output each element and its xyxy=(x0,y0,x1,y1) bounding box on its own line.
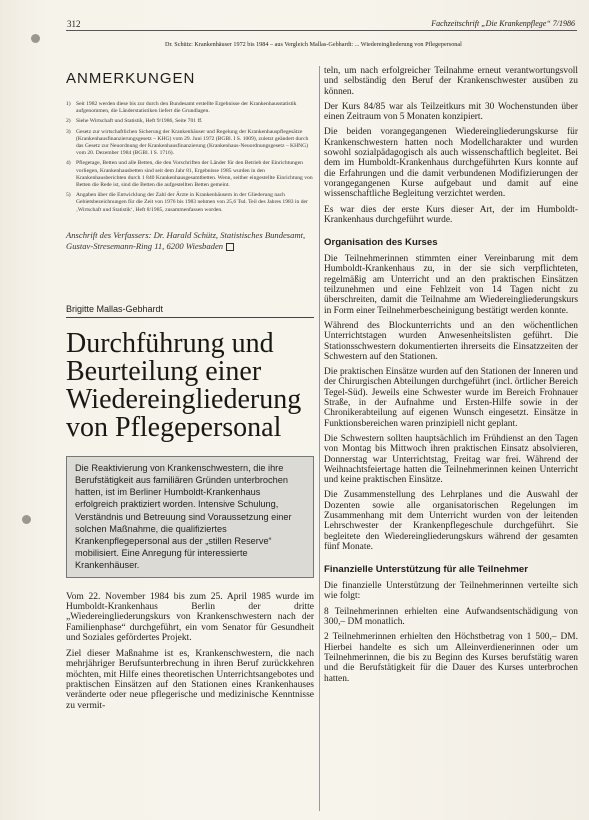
body-paragraph: 8 Teilnehmerinnen erhielten eine Aufwandsentschädigung von 300,– DM monatlich. xyxy=(324,606,578,628)
running-title: Dr. Schütz: Krankenhäuser 1972 bis 1984 – aus Vergleich Mallas-Gebhardt: ... Wiedereingliederung von Pflegepersonal xyxy=(165,41,462,48)
footnote xyxy=(66,129,314,158)
page-number: 312 xyxy=(67,19,81,29)
footnote-text: Angaben über die Entwicklung der Zahl der Ärzte in Krankenhäusern in der Gliederung nach Gebietsbezeichnungen für die Zeit von 1976 bis 1983 nehmen von 25,6 Tsd. Teil des Jahres 1983 in der ‚Wirtschaft und Statistik‘, Heft 8/1985, zusammenfassen worden. xyxy=(76,192,308,213)
author-address xyxy=(66,230,314,252)
body-paragraph: Die Teilnehmerinnen stimmten einer Vereinbarung mit dem Humboldt-Krankenhaus zu, in der sie sich verpflichteten, regelmäßig am Unterricht und an den praktischen Einsätzen teilzunehmen und eine Fehlzeit von 14 Tagen nicht zu überschreiten, damit die Teilnahme am Wiedereingliederungskurs in Form einer Teilnehmerbescheinigung bestätigt werden konnte. xyxy=(324,254,578,316)
footnote xyxy=(66,101,314,115)
footnote-text: Gesetz zur wirtschaftlichen Sicherung der Krankenhäuser und Regelung der Krankenhauspflegesätze (Krankenhausfinanzierungsgesetz – KHG) vom 29. Juni 1972 (BGBl. I S. 1009), zuletzt geändert durch das Gesetz zur Neuordnung der Krankenhausfinanzierung (Krankenhaus-Neuordnungsgesetz – KHNG) vom 20. Dezember 1984 (BGBl. I S. 1716). xyxy=(76,128,309,157)
end-mark-icon xyxy=(226,243,234,251)
body-paragraph: 2 Teilnehmerinnen erhielten den Höchstbetrag von 1 500,– DM. Hierbei handelte es sich um Alleinverdienerinnen oder um Teilnehmerinnen, die bis zu Beginn des Kurses berufstätig waren und die Berufstätigkeit für die Dauer des Kurses unterbrochen hatten. xyxy=(324,632,578,684)
footnote xyxy=(66,192,314,214)
lead-box: Die Reaktivierung von Krankenschwestern, die ihre Berufstätigkeit aus familiären Gründen unterbrochen hatten, ist im Berliner Humboldt-Krankenhaus erfolgreich praktiziert worden. Intensive Schulung, Verständnis und Betreuung sind Voraussetzung einer solchen Maßnahme, die qualifiziertes Krankenpflegepersonal aus der „stillen Reserve“ mobilisiert. Eine Anregung für interessierte Krankenhäuser. xyxy=(66,456,314,578)
body-paragraph: Es war dies der erste Kurs dieser Art, der im Humboldt-Krankenhaus durchgeführt wurde. xyxy=(324,204,578,225)
body-paragraph: Der Kurs 84/85 war als Teilzeitkurs mit 30 Wochenstunden über einen Zeitraum von 5 Monaten konzipiert. xyxy=(324,101,578,123)
footnote-number: 1) xyxy=(66,101,71,107)
journal-name: Fachzeitschrift „Die Krankenpflege“ 7/1986 xyxy=(431,19,575,28)
body-paragraph: Die finanzielle Unterstützung der Teilnehmerinnen verteilte sich wie folgt: xyxy=(324,581,578,602)
footnote-text: Pflegetage, Betten und alle Betten, die den Vorschriften der Länder für den Betrieb der Einrichtungen vorliegen, Krankenhausbetten sind seit dem Jahr 81, Ergebnisse 1985 wurden in den Krankenhausberichten durch 1 840 Krankenhausgesamtbetten. Wenn, seither eingestellte Einrichtung von Betten die Rede ist, sind die Betten die aufgestellten Betten gemeint. xyxy=(76,160,313,189)
punch-hole-mark xyxy=(22,515,31,524)
footnote-number: 2) xyxy=(66,118,71,125)
footnote-number: 5) xyxy=(66,192,71,199)
footnote xyxy=(66,160,314,189)
footnote-number: 3) xyxy=(66,128,71,135)
right-column xyxy=(324,66,578,689)
footnote-text: Siehe Wirtschaft und Statistik, Heft 9/1986, Seite 701 ff. xyxy=(76,118,203,125)
body-paragraph: teln, um nach erfolgreicher Teilnahme erneut verantwortungsvoll und selbständig den Beruf der Krankenschwester ausüben zu können. xyxy=(324,66,578,97)
body-paragraph: Die Schwestern sollten hauptsächlich im Frühdienst an den Tagen von Montag bis Mittwoch ihren praktischen Einsatz absolvieren, Donnerstag war Unterrichtstag, Freitag war frei. Während der Weihnachtsfeiertage hatten die Teilnehmerinnen keinen Unterricht und keine praktischen Einsätze. xyxy=(324,433,578,486)
notes-heading: ANMERKUNGEN xyxy=(66,70,196,87)
body-paragraph: Die praktischen Einsätze wurden auf den Stationen der Inneren und der Chirurgischen Abteilungen durchgeführt (incl. örtlicher Bereich Tegel-Süd). Jeweils eine Schwester wurde im Bereich Frohnauer Straße, in der Aufnahme und Ersten-Hilfe sowie in der Chronikerabteilung auf eigenen Wunsch eingesetzt. Einsätze in Funktionsbereichen waren prinzipiell nicht geplant. xyxy=(324,367,578,429)
column-divider xyxy=(319,66,320,811)
body-paragraph: Ziel dieser Maßnahme ist es, Krankenschwestern, die nach mehrjähriger Berufsunterbrechung in ihren Beruf zurückkehren möchten, mit Hilfe eines theoretischen Unterrichtsangebotes und praktischen Einsätzen auf den Stationen eines Krankenhauses veränderte oder neue pflegerische und medizinische Kenntnisse zu vermit- xyxy=(66,648,314,711)
footnote-number: 4) xyxy=(66,160,71,167)
footnotes-list xyxy=(66,101,314,214)
footnote-text: Seit 1982 werden diese bis zur durch den Bundesamt erstellte Ergebnisse der Krankenhausstatistik aufgenommen, die Länderstatistiken liefert die Grundlagen. xyxy=(76,101,297,115)
article-title: Durchführung und Beurteilung einer Wiedereingliederung von Pflegepersonal xyxy=(66,327,302,443)
address-text: Anschrift des Verfassers: Dr. Harald Schütz, Statistisches Bundesamt, Gustav-Stresemann-Ring 11, 6200 Wiesbaden xyxy=(66,229,306,251)
body-paragraph: Vom 22. November 1984 bis zum 25. April 1985 wurde im Humboldt-Krankenhaus Berlin der dritte „Wiedereingliederungskurs von Krankenschwestern nach der Familienphase“ durchgeführt, ein vom Senator für Gesundheit und Soziales gefördertes Projekt. xyxy=(66,591,314,644)
body-paragraph: Während des Blockunterrichts und an den wöchentlichen Unterrichtstagen wurden Anwesenheitslisten geführt. Die Stationsschwestern dokumentierten ihrerseits die Einsatzzeiten der Schwestern auf den Stationen. xyxy=(324,320,578,362)
header-rule xyxy=(66,30,577,31)
punch-hole-mark xyxy=(31,34,40,43)
body-paragraph: Die Zusammenstellung des Lehrplanes und die Auswahl der Dozenten sowie alle organisatorischen Regelungen im Zusammenhang mit dem Unterricht wurden von der leitenden Lehrschwester der Krankenpflegeschule durchgeführt. Sie begleitete den Wiedereingliederungskurs während der gesamten fünf Monate. xyxy=(324,490,578,552)
section-heading: Finanzielle Unterstützung für alle Teilnehmer xyxy=(324,564,528,576)
article-author: Brigitte Mallas-Gebhardt xyxy=(66,304,314,318)
section-heading: Organisation des Kurses xyxy=(324,237,438,249)
body-paragraph: Die beiden vorangegangenen Wiedereingliederungskurse für Krankenschwestern hatten noch Modellcharakter und wurden sowohl sozialpädagogisch als auch wissenschaftlich begleitet. Bei dem im Humboldt-Krankenhaus durchgeführten Kurs konnte auf die Erfahrungen und die damit verbundenen Modifizierungen der vorangegangenen Kurse aufgebaut und damit auf eine wissenschaftliche Begleitung verzichtet werden. xyxy=(324,127,578,200)
footnote xyxy=(66,118,314,125)
left-column xyxy=(66,66,314,716)
